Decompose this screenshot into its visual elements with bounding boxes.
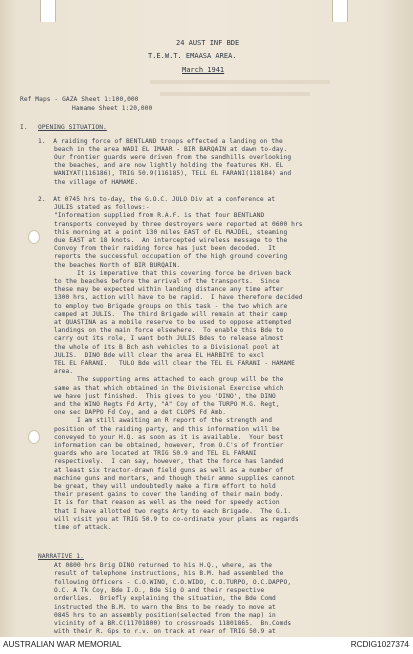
text-line: O.C. A Tk Coy, Bde I.O., Bde Sig O and their respective xyxy=(54,586,265,594)
bleed-through xyxy=(160,92,310,96)
bleed-through xyxy=(150,80,330,84)
text-line: we have just finished. This gives to you 'DINO', the DINO xyxy=(54,392,276,400)
text-line: beach in the area WADI EL IMAAR - BIR BARQAIN at dawn to-day. xyxy=(54,146,288,154)
text-line: information can be obtained, however, from O.C's of frontier xyxy=(54,442,284,449)
text-line: respectively. I can say, however, that the force has landed xyxy=(54,458,284,466)
text-line: position of the raiding party, and this information will be xyxy=(54,425,280,433)
archive-footer xyxy=(0,637,413,654)
text-line: At 0800 hrs Brig DINO returned to his H.Q., where, as the xyxy=(54,562,273,569)
section-title: OPENING SITUATION. xyxy=(38,124,107,131)
ref-maps-line1: Ref Maps - GAZA Sheet 1:100,000 xyxy=(20,96,139,103)
text-line: 0845 hrs to an assembly position(selected from the map) in xyxy=(54,611,276,619)
section-number: I. xyxy=(20,124,28,131)
text-line: It is for that reason as well as the need for speedy action xyxy=(54,499,280,507)
text-line: instructed the B.M. to warn the Bns to be ready to move at xyxy=(54,603,276,611)
text-line: be great, they will undoubtedly make a firm effort to hold xyxy=(54,483,276,490)
text-line: "Information supplied from R.A.F. is that four BENTLAND xyxy=(54,212,265,220)
text-line: result of telephone instructions, his B.M. had assembled the xyxy=(54,570,284,578)
text-line: their present gains to cover the landing of their main body. xyxy=(54,491,284,499)
text-line: WANIYAT(116186), TRIG 50.9(116185), TELL EL FARANI(118184) and xyxy=(54,170,292,178)
header-date: March 1941 xyxy=(182,66,225,74)
text-line: vicinity of a BR.C(11701800) to crossroads 11801865. Bn.Comds xyxy=(54,620,292,628)
text-line: Our frontier guards were driven from the sandhills overlooking xyxy=(54,154,292,162)
text-line: with their R. Gps to r.v. on track at rear of TRIG 50.9 at xyxy=(54,628,276,636)
text-line: The supporting arms attached to each group will be the xyxy=(54,376,284,384)
text-line: these may be expected within landing distance any time after xyxy=(54,286,284,294)
text-line: JULIS stated as follows:- xyxy=(54,204,150,212)
text-line: JULIS. DINO Bde will clear the area EL HARBIYE to excl xyxy=(54,351,265,359)
text-line: same as that which obtained in the Divisional Exercise which xyxy=(54,384,284,392)
text-line: transports conveyed by three destroyers were reported at 0600 hrs xyxy=(54,220,303,228)
text-line: the whole of its B Bch ash vehicles to a Divisional pool at xyxy=(54,343,280,351)
text-line: at least six tractor-drawn field guns as well as a number of xyxy=(54,466,284,474)
text-line: at QUASTINA as a mobile reserve to be used to oppose attempted xyxy=(54,319,292,326)
text-line: I am still awaiting an R report of the strength and xyxy=(54,417,273,425)
text-line: following Officers - C.O.WINO, C.O.WIDO, C.O.TURPO, O.C.DAPPO, xyxy=(54,578,292,586)
text-line: guards who are located at TRIG 50.9 and TEL EL FARANI xyxy=(54,450,257,458)
footer-record-id: RCDIG1027374 xyxy=(350,640,409,649)
text-line: landings on the main force elsewhere. To enable this Bde to xyxy=(54,327,284,335)
text-line: carry out its role, I want both JULIS Bdes to release almost xyxy=(54,335,284,343)
binding-tab xyxy=(332,0,348,22)
text-line: will visit you at TRIG 50.9 to co-ordinate your plans as regards xyxy=(54,515,299,523)
text-line: to employ two Brigade groups on this task - the two which are xyxy=(54,302,288,310)
text-line: reports the successful occupation of the high ground covering xyxy=(54,253,288,261)
text-line: Convoy from their raiding force has just been decoded. It xyxy=(54,245,276,253)
text-line: TEL EL FARANI. TULO Bde will clear the TEL EL FARANI - HAMAME xyxy=(54,360,295,367)
ref-maps-line2: Hamame Sheet 1:20,000 xyxy=(72,105,153,112)
text-line: machine guns and mortars, and though their ammo supplies cannot xyxy=(54,474,295,482)
text-line: camped at JULIS. The third Brigade will remain at their camp xyxy=(54,310,288,318)
text-line: the beaches, and are now lightly holding the features KH. EL xyxy=(54,162,284,170)
text-line: 1. A raiding force of BENTLAND troops effected a landing on the xyxy=(38,138,283,145)
text-line: the beaches North of BIR BURQAIN. xyxy=(54,261,181,269)
text-line: time of attack. xyxy=(54,524,112,531)
text-line: 1300 hrs, action will have to be rapid. I have therefore decided xyxy=(54,294,303,302)
binding-tab xyxy=(40,0,56,22)
text-line: area. xyxy=(54,368,74,376)
text-line: one sec DAPPO Fd Coy, and a det CLOPS Fd Amb. xyxy=(54,409,227,417)
text-line: to the beaches before the arrival of the transports. Since xyxy=(54,278,280,285)
text-line: and the WINO Regts Fd Arty, "A" Coy of the TURPO M.G. Regt, xyxy=(54,401,280,408)
footer-source: AUSTRALIAN WAR MEMORIAL xyxy=(3,640,122,649)
text-line: It is imperative that this covering force be driven back xyxy=(54,269,292,277)
text-line: that I have allotted two regts Arty to each Brigade. The G.1. xyxy=(54,507,292,515)
text-line: this morning at a point 130 miles EAST of EL MAJDEL, steaming xyxy=(54,228,288,236)
header-exercise: T.E.W.T. EMAASA AREA. xyxy=(148,52,237,60)
narrative-title: NARRATIVE 1. xyxy=(38,553,84,560)
punch-hole xyxy=(28,430,40,444)
text-line: due EAST at 18 knots. An intercepted wireless message to the xyxy=(54,237,288,244)
header-unit: 24 AUST INF BDE xyxy=(176,39,240,47)
text-line: conveyed to your H.Q. as soon as it is available. Your best xyxy=(54,433,284,441)
text-line: the village of HAMAME. xyxy=(54,178,139,186)
text-line: 2. At 0745 hrs to-day, the G.O.C. JULO Div at a conference at xyxy=(38,196,276,203)
text-line: orderlies. Briefly explaining the situation, the Bde Comd xyxy=(54,595,276,603)
punch-hole xyxy=(28,230,40,244)
